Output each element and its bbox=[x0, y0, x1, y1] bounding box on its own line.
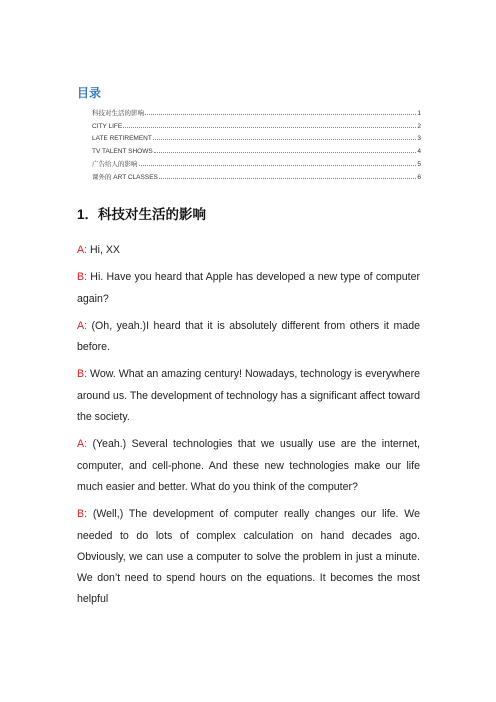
table-of-contents bbox=[77, 86, 421, 184]
toc-item-page: 5 bbox=[417, 160, 421, 168]
dialogue-text: Hi, XX bbox=[89, 244, 120, 256]
speaker-label: A: bbox=[77, 319, 88, 332]
toc-item[interactable] bbox=[77, 146, 421, 159]
toc-item[interactable] bbox=[77, 159, 421, 172]
speaker-label: B: bbox=[77, 368, 88, 381]
toc-item-title: 广告给人的影响 bbox=[92, 160, 138, 168]
dialogue-text: Wow. What an amazing century! Nowadays, technology is everywhere around us. The development of technology has a significant affect toward the society. bbox=[77, 368, 420, 424]
dialogue-line bbox=[77, 434, 420, 498]
dialogue-text: (Well,) The development of computer really changes our life. We needed to do lots of complex calculation on hand decades ago. Obviously, we can use a computer to solve the problem in just a minute. We don’t need to spend hours on the equations. It becomes the most helpful bbox=[77, 508, 420, 606]
speaker-label: A: bbox=[77, 438, 88, 451]
dialogue-line bbox=[77, 504, 420, 610]
toc-leader bbox=[139, 165, 417, 166]
toc-item-title: 课外的 ART CLASSES bbox=[92, 173, 158, 181]
section-heading: 1．科技对生活的影响 bbox=[77, 207, 207, 222]
toc-leader bbox=[154, 152, 417, 153]
dialogue-line bbox=[77, 267, 420, 310]
dialogue-line bbox=[77, 240, 420, 261]
toc-leader bbox=[159, 178, 417, 179]
toc-item[interactable] bbox=[77, 172, 421, 185]
toc-item[interactable] bbox=[77, 133, 421, 146]
toc-item-page: 1 bbox=[417, 110, 421, 117]
toc-title: 目录 bbox=[77, 86, 102, 100]
toc-item[interactable] bbox=[77, 121, 421, 134]
toc-leader bbox=[145, 114, 416, 115]
dialogue bbox=[77, 240, 420, 617]
dialogue-text: Hi. Have you heard that Apple has developed a new type of computer again? bbox=[77, 271, 420, 305]
dialogue-line bbox=[77, 316, 420, 359]
toc-item-page: 4 bbox=[417, 148, 421, 156]
speaker-label: A: bbox=[77, 244, 88, 256]
speaker-label: B: bbox=[77, 508, 88, 521]
toc-item-page: 6 bbox=[417, 173, 421, 181]
toc-leader bbox=[153, 139, 417, 140]
toc-item-title: LATE RETIREMENT bbox=[92, 135, 152, 143]
toc-item-title: 科技对生活的影响 bbox=[92, 110, 144, 117]
dialogue-text: (Yeah.) Several technologies that we usually use are the internet, computer, and cell-phone. And these new technologies make our life much easier and better. What do you think of the computer? bbox=[77, 438, 420, 493]
speaker-label: B: bbox=[77, 271, 88, 284]
toc-leader bbox=[123, 127, 416, 128]
toc-item-title: TV TALENT SHOWS bbox=[92, 148, 153, 156]
toc-item-title: CITY LIFE bbox=[92, 122, 123, 130]
toc-item-page: 3 bbox=[417, 135, 421, 143]
dialogue-line bbox=[77, 364, 420, 428]
dialogue-text: (Oh, yeah.)I heard that it is absolutely different from others it made before. bbox=[77, 319, 420, 354]
toc-item[interactable] bbox=[77, 108, 421, 121]
toc-item-page: 2 bbox=[417, 122, 421, 130]
